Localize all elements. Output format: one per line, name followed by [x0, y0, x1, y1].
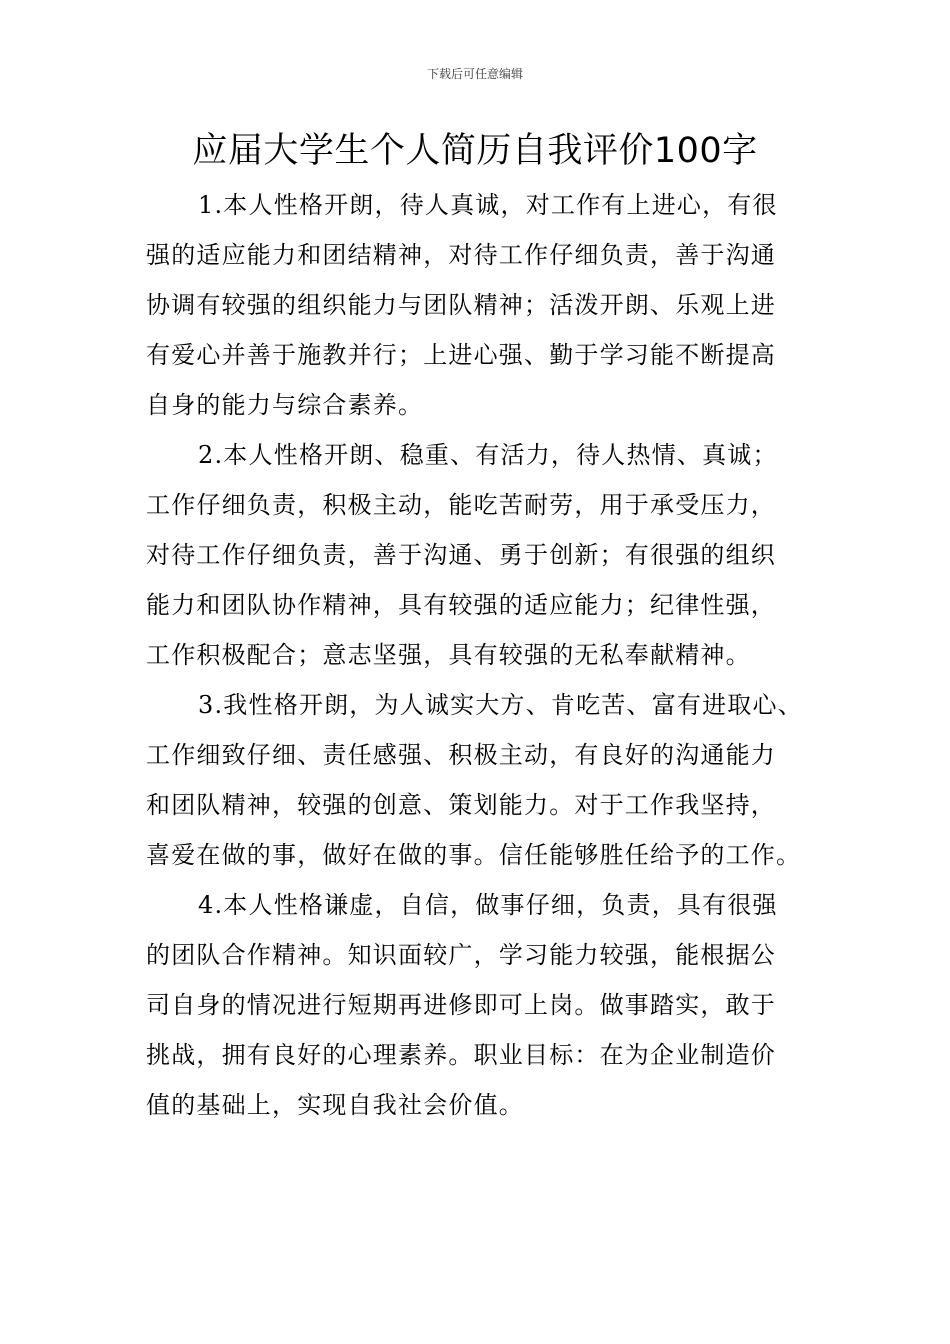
paragraph-line: 工作细致仔细、责任感强、积极主动，有良好的沟通能力	[146, 741, 776, 769]
paragraph-line: 喜爱在做的事，做好在做的事。信任能够胜任给予的工作。	[146, 841, 802, 869]
document-body	[146, 180, 826, 1130]
paragraph-line: 对待工作仔细负责，善于沟通、勇于创新；有很强的组织	[146, 541, 776, 569]
paragraph-line: 值的基础上，实现自我社会价值。	[146, 1091, 524, 1119]
paragraph-line: 4.本人性格谦虚，自信，做事仔细，负责，具有很强	[198, 891, 778, 919]
paragraph-line: 能力和团队协作精神，具有较强的适应能力；纪律性强，	[146, 591, 776, 619]
paragraph-2	[146, 430, 826, 680]
paragraph-line: 协调有较强的组织能力与团队精神；活泼开朗、乐观上进	[146, 291, 776, 319]
paragraph-line: 2.本人性格开朗、稳重、有活力，待人热情、真诚；	[198, 441, 778, 469]
paragraph-3	[146, 680, 826, 880]
document-title: 应届大学生个人简历自我评价100字	[192, 131, 758, 171]
paragraph-1	[146, 180, 826, 430]
paragraph-line: 工作积极配合；意志坚强，具有较强的无私奉献精神。	[146, 641, 751, 669]
paragraph-line: 强的适应能力和团结精神，对待工作仔细负责，善于沟通	[146, 241, 776, 269]
header-note: 下载后可任意编辑	[426, 67, 523, 81]
paragraph-line: 和团队精神，较强的创意、策划能力。对于工作我坚持，	[146, 791, 776, 819]
paragraph-line: 1.本人性格开朗，待人真诚，对工作有上进心，有很	[198, 191, 778, 219]
paragraph-line: 3.我性格开朗，为人诚实大方、肯吃苦、富有进取心、	[198, 691, 803, 719]
paragraph-line: 挑战，拥有良好的心理素养。职业目标：在为企业制造价	[146, 1041, 776, 1069]
paragraph-line: 的团队合作精神。知识面较广，学习能力较强，能根据公	[146, 941, 776, 969]
paragraph-line: 工作仔细负责，积极主动，能吃苦耐劳，用于承受压力，	[146, 491, 776, 519]
paragraph-line: 有爱心并善于施教并行；上进心强、勤于学习能不断提高	[146, 341, 776, 369]
paragraph-line: 自身的能力与综合素养。	[146, 391, 424, 419]
paragraph-4	[146, 880, 826, 1130]
paragraph-line: 司自身的情况进行短期再进修即可上岗。做事踏实，敢于	[146, 991, 776, 1019]
